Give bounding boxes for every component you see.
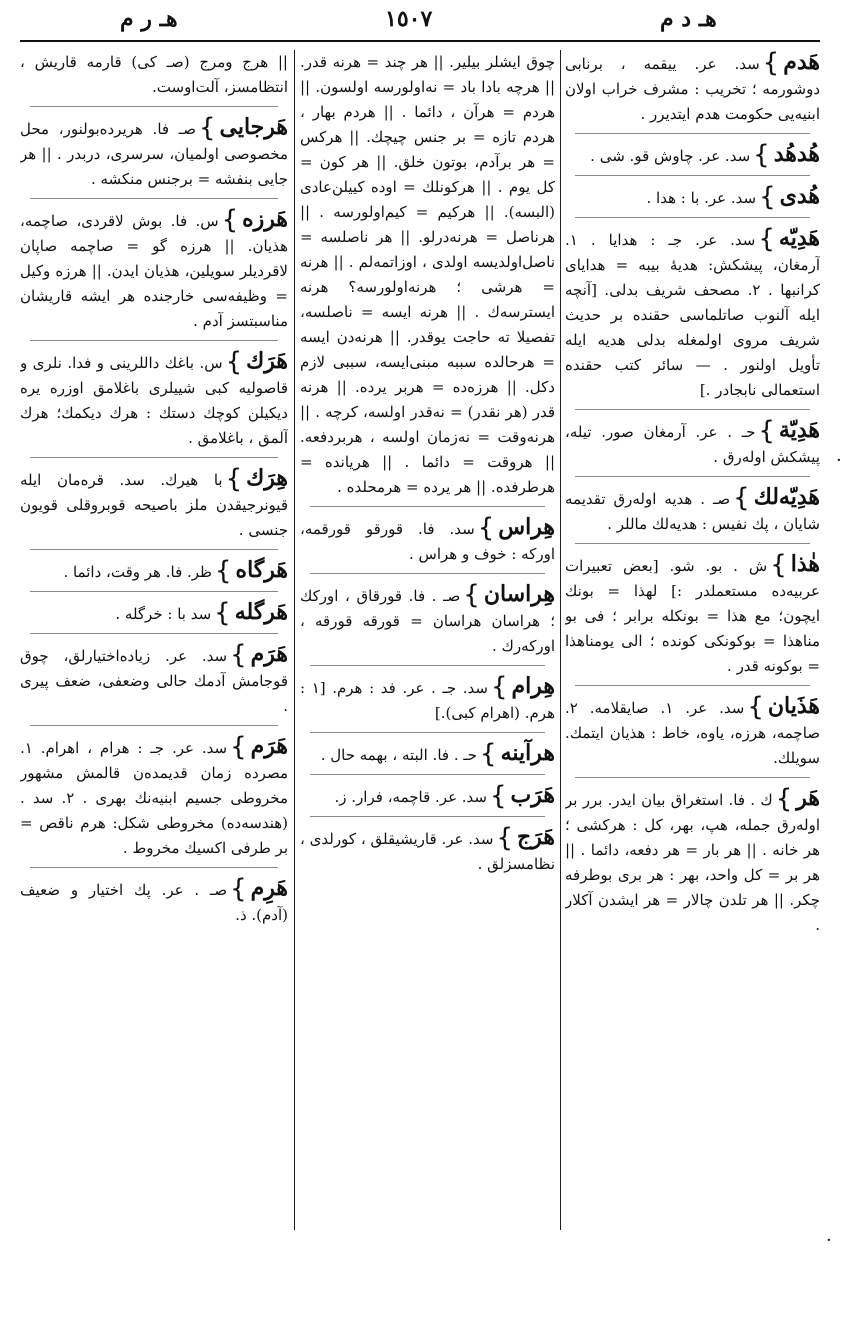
brace-icon: } bbox=[221, 205, 239, 235]
entry-divider bbox=[30, 457, 278, 458]
entry-divider bbox=[575, 543, 810, 544]
entry-divider bbox=[575, 409, 810, 410]
dictionary-entry bbox=[565, 485, 820, 537]
entry-text: ش . بو. شو. [بعض تعبيرات عربيه‌ده مستعملدر :] لهذا = بونك ايچون؛ مع هذا = بونكله برابر ؛ فى بو مناهذا = بوكونكى كونده ؛ الى يومناهذا = بوكونه قدر . bbox=[565, 557, 820, 675]
dictionary-entry bbox=[300, 582, 555, 659]
dictionary-entry bbox=[565, 418, 820, 470]
headword: هَرَم bbox=[250, 733, 288, 759]
margin-mark: · bbox=[836, 450, 842, 471]
headword: هُدهُد bbox=[773, 141, 820, 167]
brace-icon: } bbox=[230, 640, 247, 670]
header-rule bbox=[20, 40, 820, 42]
entry-divider bbox=[575, 217, 810, 218]
headword: هِرام bbox=[511, 673, 555, 699]
entry-text: صـ . فا. قورقاق ، اوركك ؛ هراسان هراسان = قورقه قورقه ، اوركه‌رك . bbox=[300, 587, 555, 655]
entry-divider bbox=[30, 198, 278, 199]
headword: هَرَج bbox=[517, 824, 555, 850]
headword: هِراسان bbox=[483, 581, 555, 607]
entry-text: || هرج ومرج (صـ كى) قارمه قاريش ، انتظامسز، آلت‌اوست. bbox=[20, 53, 288, 96]
entry-text: صـ فا. هريرده‌بولنور، محل مخصوصى اولميان، سرسرى، دربدر . || هر جايى بنفشه = برجنس منكشه . bbox=[20, 120, 288, 188]
brace-icon: } bbox=[225, 464, 243, 494]
entry-text: صـ . عر. پك اختيار و ضعيف (آدم). ذ. bbox=[20, 881, 288, 924]
headword: هُدى bbox=[779, 183, 820, 209]
entry-divider bbox=[575, 777, 810, 778]
brace-icon: } bbox=[753, 140, 770, 170]
entry-divider bbox=[310, 732, 545, 733]
headword: هَرگله bbox=[234, 599, 288, 625]
entry-divider bbox=[575, 476, 810, 477]
dictionary-entry bbox=[565, 184, 820, 211]
entry-text: ظر. فا. هر وقت، دائما . bbox=[63, 563, 212, 581]
dictionary-entry bbox=[20, 558, 288, 585]
brace-icon: } bbox=[762, 50, 780, 78]
headword: هَرِم bbox=[250, 875, 288, 901]
entry-text: سد. عر. چاوش قو. شى . bbox=[590, 147, 751, 165]
brace-icon: } bbox=[770, 550, 787, 580]
brace-icon: } bbox=[733, 483, 750, 513]
entry-text: سد. عر. جـ : هدايا . ١. آرمغان، پيشكش: هديهٔ بيبه = هداياى كرانبها . ٢. مصحف شريف بدلى. [آنچه ايله آلنوب صاتلماسى حقنده بر حديث شريف مروى اولمغله بدلى هديه ايله تأويل اولنور . — سائر كتب حقنده استعمالى نابجادر .] bbox=[565, 231, 820, 399]
column-center bbox=[300, 50, 555, 1230]
brace-icon: } bbox=[758, 224, 775, 254]
entry-text: سد با : خرگله . bbox=[115, 605, 212, 623]
headword: هَذَيان bbox=[767, 693, 820, 719]
brace-icon: } bbox=[480, 739, 497, 769]
dictionary-entry bbox=[20, 466, 288, 543]
headword: هَدِيّه‌لك bbox=[753, 484, 820, 510]
brace-icon: } bbox=[759, 182, 776, 212]
entry-divider bbox=[575, 133, 810, 134]
entry-divider bbox=[30, 867, 278, 868]
dictionary-entry bbox=[300, 515, 555, 567]
column-right bbox=[565, 50, 820, 1230]
running-head-left: هـ ر م bbox=[120, 6, 178, 32]
running-head-right: هـ د م bbox=[660, 6, 717, 32]
headword: هَرزه bbox=[242, 206, 288, 232]
entry-text: س. باغك داللرينى و فدا. نلرى و قاصولیه كبى شييلرى باغلامق اوزره يره ديكيلن كوچك دستك : هرك ديكمك؛ هرك آلمق ، باغلامق . bbox=[20, 354, 288, 447]
entry-divider bbox=[310, 816, 545, 817]
headword: هِراس bbox=[498, 514, 555, 540]
brace-icon: } bbox=[230, 874, 247, 904]
brace-icon: } bbox=[230, 732, 247, 762]
brace-icon: } bbox=[215, 556, 232, 586]
dictionary-entry bbox=[20, 600, 288, 627]
entry-text: صـ . هديه اوله‌رق تقديمه شايان ، پك نفيس : هديه‌لك ماللر . bbox=[565, 490, 820, 533]
brace-icon: } bbox=[775, 784, 793, 814]
entry-text: سد. عر. با : هدا . bbox=[646, 189, 757, 207]
entry-text: سد. عر. ١. صايقلامه. ٢. صاچمه، هرزه، ياوه، خاط : هذيان ايتمك. سويلك. bbox=[565, 699, 820, 767]
entry-divider bbox=[30, 549, 278, 550]
page-number: ١٥٠٧ bbox=[385, 6, 433, 32]
entry-divider bbox=[30, 725, 278, 726]
dictionary-entry bbox=[20, 642, 288, 719]
dictionary-entry bbox=[300, 50, 555, 500]
margin-mark: · bbox=[826, 1230, 832, 1251]
entry-divider bbox=[30, 106, 278, 107]
dictionary-entry bbox=[565, 142, 820, 169]
entry-text: سد. عر. زياده‌اختيارلق، چوق قوجامش آدمك حالى وضعفى، ضعف پيرى . bbox=[20, 647, 288, 715]
entry-text: سد. عر. جـ : هرام ، اهرام. ١. مصرده زمان قديمده‌ن قالمش مشهور مخروطى جسيم ابنيه‌نك بهرى . ٢. سد . (هندسه‌ده) مخروطى شكل: هرم ناقص = بر طرفى اكسيك مخروط . bbox=[20, 739, 288, 857]
brace-icon: } bbox=[198, 113, 216, 143]
dictionary-entry bbox=[20, 207, 288, 334]
headword: هَرجايى bbox=[219, 114, 288, 140]
entry-divider bbox=[575, 175, 810, 176]
dictionary-entry bbox=[565, 786, 820, 938]
dictionary-entry bbox=[565, 694, 820, 771]
brace-icon: } bbox=[490, 781, 507, 811]
entry-divider bbox=[30, 591, 278, 592]
column-divider bbox=[294, 50, 295, 1230]
entry-divider bbox=[310, 774, 545, 775]
brace-icon: } bbox=[747, 692, 764, 722]
headword: هَدِيّه bbox=[778, 225, 820, 251]
brace-icon: } bbox=[490, 672, 508, 702]
entry-divider bbox=[30, 633, 278, 634]
brace-icon: } bbox=[463, 580, 480, 610]
headword: هَرَم bbox=[250, 641, 288, 667]
entry-text: چوق ايشلر بيلير. || هر چند = هرنه قدر. || هرچه بادا باد = نه‌اولورسه اولسون. || هردم = هرآن ، دائما . || هردم بهار ، هردم تازه = بر جنس چيچك. || هركس = هر برآدم، بوتون خلق. || هر كون = كل يوم . || هركونلك = اوده كييلن‌عادى (البسه). || هركيم = كيم‌اولورسه . || هرناصل = هرنه‌درلو. || هر ناصلسه = ناصل‌اولدیسه اولدى ، اوزاتمه‌لم . || هرنه = هرشى ؛ هرنه‌اولورسه؟ هرنه ايسترسه‌ك . || هرنه ايسه = ناصلسه، تفصيلا ته حاجت يوقدر. || هرنه‌دن ايسه = هرحالده سببه مبنى‌ايسه، سببى لازم دكل. || هرزه‌ده = هربر يرده. || هرنه قدر (هر نقدر) = نه‌قدر اولسه، كرچه . || هرنه‌وقت = نه‌زمان اولسه ، هربردفعه. || هروقت = دائما . || هريانده = هرطرفده. || هر يرده = هرمحلده . bbox=[300, 53, 555, 496]
dictionary-entry bbox=[565, 552, 820, 679]
dictionary-entry bbox=[565, 226, 820, 403]
entry-text: با هيرك. سد. قره‌مان ايله قيونرجيقدن ملز باصيحه قوبروقلى قويون جنسى . bbox=[20, 471, 288, 539]
dictionary-entry bbox=[20, 876, 288, 928]
dictionary-entry bbox=[20, 349, 288, 451]
entry-divider bbox=[310, 506, 545, 507]
dictionary-entry bbox=[300, 674, 555, 726]
brace-icon: } bbox=[214, 598, 231, 628]
headword: هَرَب bbox=[510, 782, 555, 808]
entry-text: سد. فا. قورقو قورقمه، اوركه : خوف و هراس . bbox=[300, 520, 555, 563]
headword: هَدم bbox=[783, 50, 820, 75]
entry-text: سد. عر. ييقمه ، برنابى دوشورمه ؛ تخريب : مشرف خراب اولان ابنيه‌يى حكومت هدم ايتديرر . bbox=[565, 55, 820, 123]
headword: هَرگاه bbox=[235, 557, 288, 583]
dictionary-entry bbox=[300, 783, 555, 810]
dictionary-entry bbox=[20, 734, 288, 861]
headword: هرآينه bbox=[500, 740, 555, 766]
dictionary-entry bbox=[20, 50, 288, 100]
headword: هِرَك bbox=[246, 465, 288, 491]
entry-divider bbox=[310, 573, 545, 574]
headword: هٰذا bbox=[790, 551, 820, 577]
entry-text: سد. عر. قاريشيقلق ، كورلدى ، نظامسزلق . bbox=[300, 830, 555, 873]
headword: هَر bbox=[796, 785, 820, 811]
brace-icon: } bbox=[225, 347, 243, 377]
dictionary-entry bbox=[20, 115, 288, 192]
headword: هَدِيّة bbox=[778, 417, 820, 443]
column-left bbox=[20, 50, 288, 1230]
brace-icon: } bbox=[758, 416, 775, 446]
dictionary-entry bbox=[565, 50, 820, 127]
entry-text: حـ . فا. البته ، بهمه حال . bbox=[320, 746, 478, 764]
entry-text: ك . فا. استغراق بيان ايدر. برر بر اوله‌رق جمله، هپ، بهر، كل : هركشى ؛ هر خانه . || هر بار = هر دفعه، دائما . || هر بر = كل واحد، بهر : هر برى بوطرفه چكر. || هر تلدن چالار = هر ايشدن آكلار . bbox=[565, 791, 820, 934]
column-divider bbox=[560, 50, 561, 1230]
entry-divider bbox=[30, 340, 278, 341]
entry-text: سد. جـ . عر. فد : هرم. [١ : هرم. (اهرام كبى).] bbox=[300, 679, 555, 722]
entry-divider bbox=[310, 665, 545, 666]
entry-text: سد. عر. قاچمه، فرار. ز. bbox=[334, 788, 487, 806]
headword: هَرَك bbox=[246, 348, 288, 374]
brace-icon: } bbox=[477, 513, 495, 543]
entry-text: حـ . عر. آرمغان صور. تيله، پيشكش اولەرق . bbox=[565, 423, 820, 466]
brace-icon: } bbox=[496, 823, 514, 853]
entry-divider bbox=[575, 685, 810, 686]
dictionary-entry bbox=[300, 741, 555, 768]
page-header bbox=[0, 0, 849, 44]
dictionary-entry bbox=[300, 825, 555, 877]
entry-text: س. فا. بوش لاقردى، صاچمه، هذيان. || هرزه گو = صاچمه صاپان لاقردیلر سويلين، هذيان ايدن. || هرزه وكيل = وظيفه‌سى خارجنده هر ايشه قاريشان مناسبتسز آدم . bbox=[20, 212, 288, 330]
